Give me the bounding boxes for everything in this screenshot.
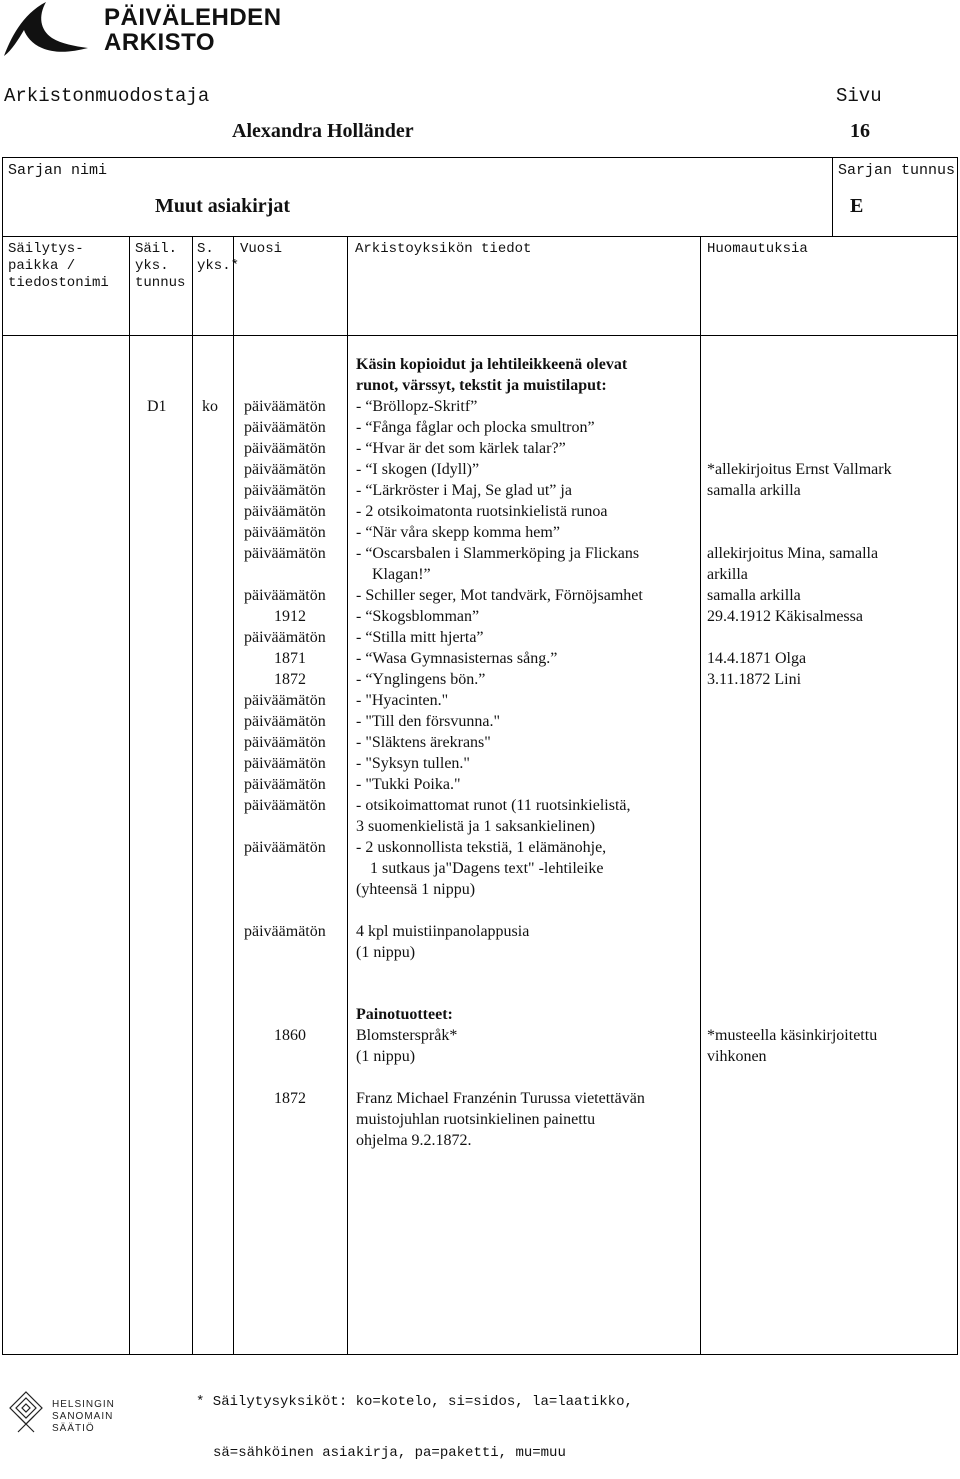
- logo-line-2: ARKISTO: [104, 29, 216, 56]
- year-cell: päiväämätön: [244, 755, 326, 772]
- note-cell: vihkonen: [707, 1048, 767, 1065]
- unit-type: ko: [202, 398, 218, 415]
- info-cell: - Schiller seger, Mot tandvärk, Förnöjsamhet: [356, 587, 643, 604]
- year-cell: päiväämätön: [244, 839, 326, 856]
- archive-creator-label: Arkistonmuodostaja: [4, 85, 210, 107]
- info-cell: (1 nippu): [356, 944, 416, 961]
- year-cell: päiväämätön: [244, 545, 326, 562]
- year-cell: 1872: [274, 671, 306, 688]
- info-cell: 3 suomenkielistä ja 1 saksankielinen): [356, 818, 596, 835]
- year-cell: päiväämätön: [244, 629, 326, 646]
- column-header-info: Arkistoyksikön tiedot: [355, 241, 532, 257]
- year-cell: päiväämätön: [244, 923, 326, 940]
- year-cell: päiväämätön: [244, 692, 326, 709]
- archive-creator-name: Alexandra Holländer: [232, 120, 414, 142]
- info-cell: - “Hvar är det som kärlek talar?”: [356, 440, 566, 457]
- column-header-storage: Säilytys- paikka / tiedostonimi: [8, 241, 109, 291]
- info-cell: 1 sutkaus ja"Dagens text" -lehtileike: [370, 860, 604, 877]
- info-cell: - "Syksyn tullen.": [356, 755, 470, 772]
- year-cell: päiväämätön: [244, 398, 326, 415]
- info-cell: - “Wasa Gymnasisternas sång.”: [356, 650, 558, 667]
- year-cell: 1871: [274, 650, 306, 667]
- note-cell: samalla arkilla: [707, 587, 801, 604]
- info-cell: - otsikoimattomat runot (11 ruotsinkielistä,: [356, 797, 631, 814]
- series-code-label: Sarjan tunnus: [838, 162, 956, 179]
- info-cell: - "Tukki Poika.": [356, 776, 461, 793]
- info-cell: Klagan!”: [372, 566, 431, 583]
- info-cell: - “I skogen (Idyll)”: [356, 461, 480, 478]
- info-cell: - “Ynglingens bön.”: [356, 671, 486, 688]
- info-cell: - “Fånga fåglar och plocka smultron”: [356, 419, 595, 436]
- intro-line-1: Käsin kopioidut ja lehtileikkeenä olevat: [356, 356, 628, 373]
- print-heading: Painotuotteet:: [356, 1006, 453, 1023]
- info-cell: ohjelma 9.2.1872.: [356, 1132, 472, 1149]
- helsingin-sanomain-saatio-logo-icon: [6, 1388, 46, 1438]
- unit-code: D1: [147, 398, 167, 415]
- year-cell: päiväämätön: [244, 440, 326, 457]
- info-cell: - “Stilla mitt hjerta”: [356, 629, 484, 646]
- year-cell: päiväämätön: [244, 713, 326, 730]
- storage-unit-legend: * Säilytysyksiköt: ko=kotelo, si=sidos, la=laatikko, sä=sähköinen asiakirja, pa=paketti, mu=muu: [196, 1394, 633, 1461]
- info-cell: - “Oscarsbalen i Slammerköping ja Flickans: [356, 545, 640, 562]
- note-cell: arkilla: [707, 566, 748, 583]
- paivalehden-arkisto-logo: [2, 0, 90, 56]
- year-cell: päiväämätön: [244, 587, 326, 604]
- info-cell: - 2 uskonnollista tekstiä, 1 elämänohje,: [356, 839, 607, 856]
- page-number: 16: [850, 120, 870, 142]
- year-cell: 1860: [274, 1027, 306, 1044]
- info-cell: (yhteensä 1 nippu): [356, 881, 476, 898]
- series-name: Muut asiakirjat: [155, 195, 290, 217]
- info-cell: muistojuhlan ruotsinkielinen painettu: [356, 1111, 596, 1128]
- info-cell: - “Bröllopz-Skritf”: [356, 398, 478, 415]
- info-cell: 4 kpl muistiinpanolappusia: [356, 923, 530, 940]
- column-header-notes: Huomautuksia: [707, 241, 808, 257]
- note-cell: allekirjoitus Mina, samalla: [707, 545, 879, 562]
- note-cell: 14.4.1871 Olga: [707, 650, 807, 667]
- year-cell: päiväämätön: [244, 503, 326, 520]
- column-header-unit-type: S. yks.*: [197, 241, 240, 274]
- info-cell: (1 nippu): [356, 1048, 416, 1065]
- info-cell: Blomsterspråk*: [356, 1027, 458, 1044]
- year-cell: 1912: [274, 608, 306, 625]
- column-header-unit-code: Säil. yks. tunnus: [135, 241, 186, 291]
- column-header-year: Vuosi: [240, 241, 283, 257]
- note-cell: *allekirjoitus Ernst Vallmark: [707, 461, 892, 478]
- intro-line-2: runot, värssyt, tekstit ja muistilaput:: [356, 377, 607, 394]
- info-cell: - "Hyacinten.": [356, 692, 449, 709]
- year-cell: päiväämätön: [244, 461, 326, 478]
- year-cell: 1872: [274, 1090, 306, 1107]
- logo-line-1: PÄIVÄLEHDEN: [104, 4, 282, 31]
- series-name-label: Sarjan nimi: [8, 162, 108, 179]
- year-cell: päiväämätön: [244, 776, 326, 793]
- series-code: E: [850, 195, 864, 217]
- foundation-name: HELSINGIN SANOMAIN SÄÄTIÖ: [52, 1399, 115, 1434]
- info-cell: - “När våra skepp komma hem”: [356, 524, 560, 541]
- info-cell: Franz Michael Franzénin Turussa vietettävän: [356, 1090, 645, 1107]
- year-cell: päiväämätön: [244, 797, 326, 814]
- page-label: Sivu: [836, 85, 882, 107]
- info-cell: - 2 otsikoimatonta ruotsinkielistä runoa: [356, 503, 608, 520]
- year-cell: päiväämätön: [244, 734, 326, 751]
- info-cell: - "Släktens ärekrans": [356, 734, 491, 751]
- note-cell: 29.4.1912 Käkisalmessa: [707, 608, 863, 625]
- year-cell: päiväämätön: [244, 482, 326, 499]
- info-cell: - “Lärkröster i Maj, Se glad ut” ja: [356, 482, 572, 499]
- info-cell: - “Skogsblomman”: [356, 608, 480, 625]
- year-cell: päiväämätön: [244, 524, 326, 541]
- note-cell: samalla arkilla: [707, 482, 801, 499]
- year-cell: päiväämätön: [244, 419, 326, 436]
- note-cell: 3.11.1872 Lini: [707, 671, 802, 688]
- note-cell: *musteella käsinkirjoitettu: [707, 1027, 878, 1044]
- info-cell: - "Till den försvunna.": [356, 713, 501, 730]
